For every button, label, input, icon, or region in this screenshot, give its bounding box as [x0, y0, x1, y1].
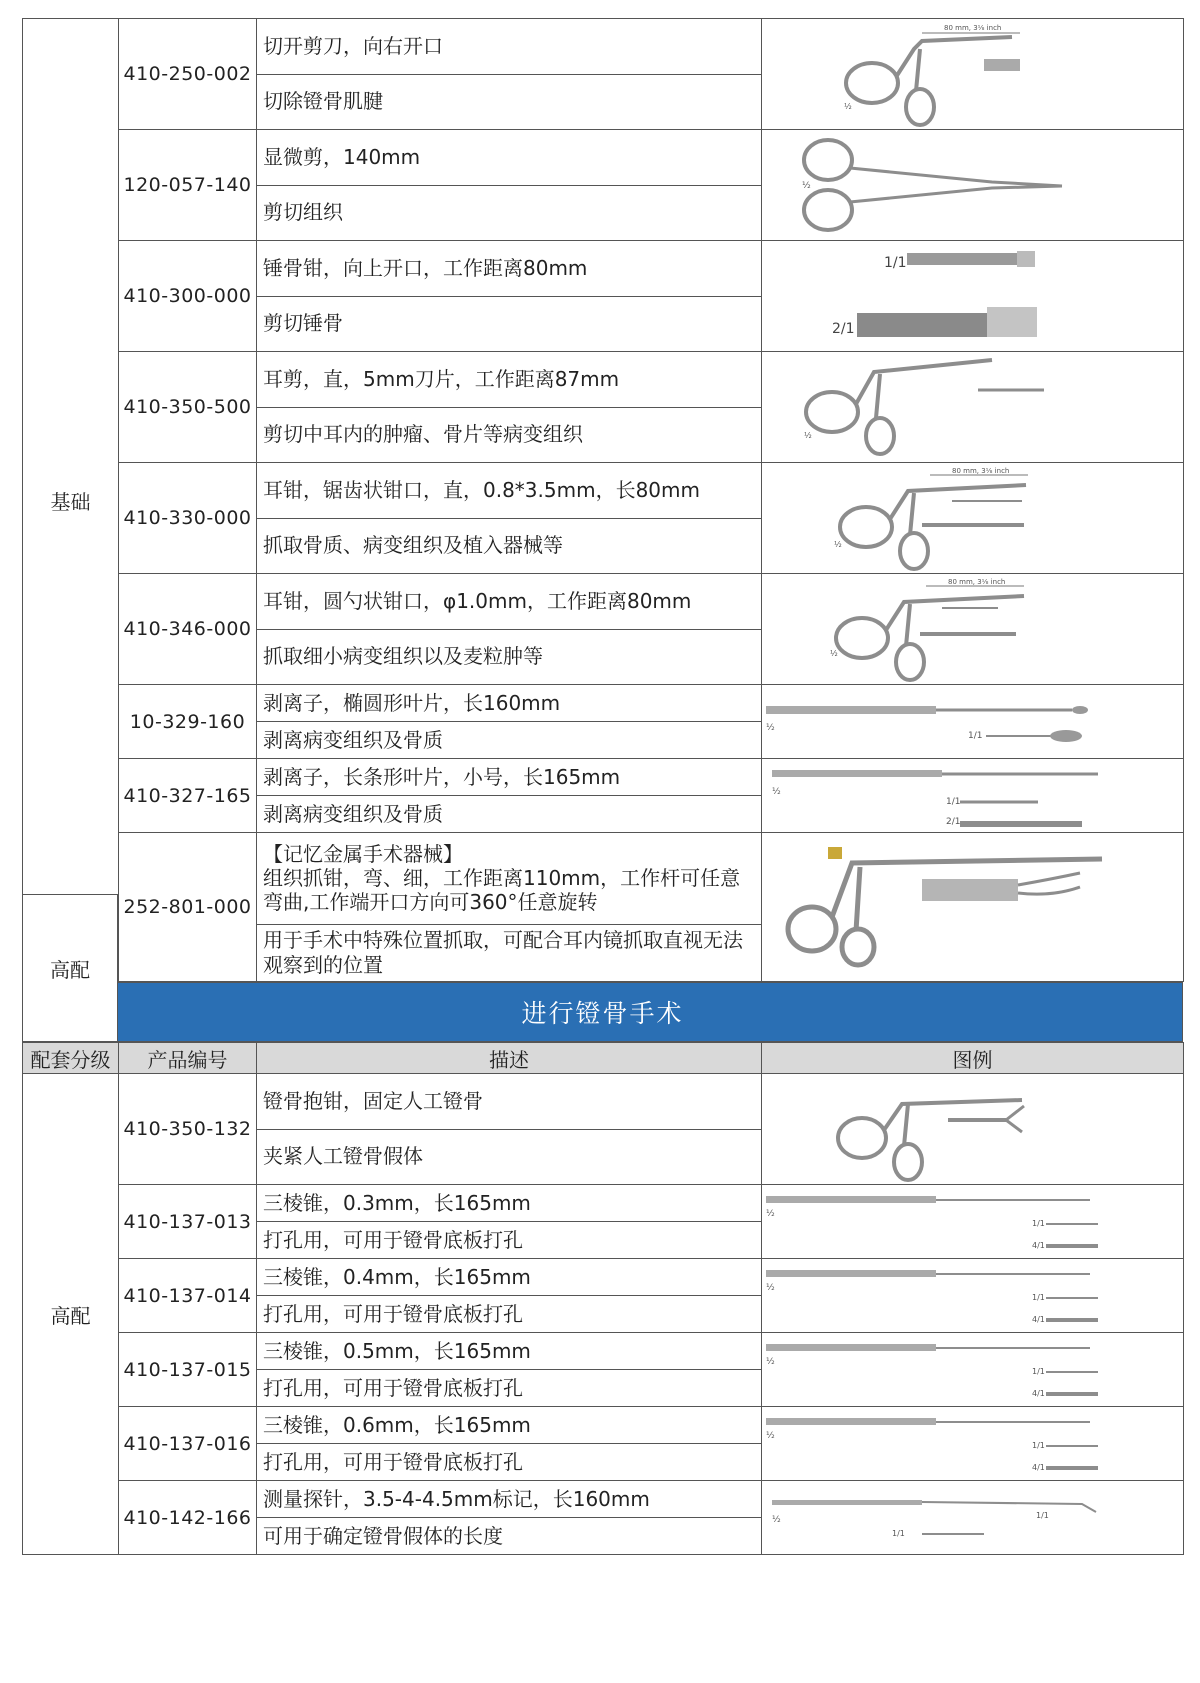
svg-text:1/1: 1/1: [1036, 1510, 1049, 1520]
svg-text:1/1: 1/1: [884, 255, 907, 271]
section-banner: [22, 982, 1183, 1042]
item-use: 夹紧人工镫骨假体: [257, 1129, 762, 1185]
stapes-crimper-icon: [762, 1074, 1184, 1185]
svg-text:4/1: 4/1: [1032, 1388, 1045, 1398]
svg-text:1/1: 1/1: [1032, 1440, 1045, 1450]
triangular-awl-icon: [762, 1185, 1184, 1259]
svg-text:2/1: 2/1: [832, 321, 855, 337]
ear-scissors-icon: [762, 352, 1184, 463]
item-name: 切开剪刀，向右开口: [257, 19, 762, 75]
item-name: 剥离子，椭圆形叶片，长160mm: [257, 685, 762, 722]
svg-text:1/1: 1/1: [892, 1528, 905, 1538]
catalog-page: [22, 18, 1183, 1555]
micro-scissors-icon: [762, 130, 1184, 241]
tier-premium-label: 高配: [22, 894, 118, 1042]
svg-text:½: ½: [802, 181, 811, 191]
malleus-nipper-tip-icon: [762, 241, 1184, 352]
measuring-probe-icon: [762, 1481, 1184, 1555]
item-use: 打孔用，可用于镫骨底板打孔: [257, 1296, 762, 1333]
triangular-awl-icon: [762, 1407, 1184, 1481]
col-header-desc: 描述: [257, 1043, 762, 1074]
item-use: 用于手术中特殊位置抓取，可配合耳内镜抓取直视无法观察到的位置: [257, 924, 762, 981]
product-code: 10-329-160: [119, 685, 257, 759]
tier-premium: 高配: [23, 1074, 119, 1555]
ear-forceps-cup-icon: [762, 574, 1184, 685]
item-name: 剥离子，长条形叶片，小号，长165mm: [257, 759, 762, 796]
item-use: 抓取细小病变组织以及麦粒肿等: [257, 629, 762, 685]
item-use: 剪切组织: [257, 185, 762, 241]
product-code: 410-137-014: [119, 1259, 257, 1333]
item-use: 打孔用，可用于镫骨底板打孔: [257, 1444, 762, 1481]
svg-text:1/1: 1/1: [1032, 1292, 1045, 1302]
svg-text:80 mm, 3⅛ inch: 80 mm, 3⅛ inch: [948, 578, 1006, 586]
svg-text:½: ½: [844, 102, 852, 111]
item-name: 耳剪，直，5mm刀片，工作距离87mm: [257, 352, 762, 408]
col-header-tier: 配套分级: [23, 1043, 119, 1074]
svg-text:½: ½: [772, 786, 781, 797]
product-code: 410-330-000: [119, 463, 257, 574]
elevator-narrow-icon: [762, 759, 1184, 833]
svg-text:1/1: 1/1: [1032, 1218, 1045, 1228]
svg-text:½: ½: [830, 649, 838, 658]
svg-text:1/1: 1/1: [968, 730, 983, 741]
product-code: 410-300-000: [119, 241, 257, 352]
svg-text:½: ½: [766, 722, 775, 733]
svg-text:½: ½: [766, 1430, 775, 1441]
item-name: 镫骨抱钳，固定人工镫骨: [257, 1074, 762, 1130]
item-use: 剪切锤骨: [257, 296, 762, 352]
item-use: 切除镫骨肌腱: [257, 74, 762, 130]
product-code: 410-137-015: [119, 1333, 257, 1407]
elevator-oval-icon: [762, 685, 1184, 759]
product-code: 410-346-000: [119, 574, 257, 685]
item-name: 三棱锥，0.5mm，长165mm: [257, 1333, 762, 1370]
product-code: 252-801-000: [119, 833, 257, 982]
item-name: 耳钳，圆勺状钳口，φ1.0mm，工作距离80mm: [257, 574, 762, 630]
memory-metal-grasper-icon: [762, 833, 1184, 982]
item-name: 三棱锥，0.3mm，长165mm: [257, 1185, 762, 1222]
item-use: 剥离病变组织及骨质: [257, 722, 762, 759]
item-name: 耳钳，锯齿状钳口，直，0.8*3.5mm，长80mm: [257, 463, 762, 519]
item-name: 三棱锥，0.6mm，长165mm: [257, 1407, 762, 1444]
svg-text:80 mm, 3⅛ inch: 80 mm, 3⅛ inch: [944, 24, 1002, 32]
item-name: 三棱锥，0.4mm，长165mm: [257, 1259, 762, 1296]
svg-text:80 mm, 3⅛ inch: 80 mm, 3⅛ inch: [952, 467, 1010, 475]
svg-text:1/1: 1/1: [1032, 1366, 1045, 1376]
svg-text:½: ½: [834, 540, 842, 549]
product-code: 410-142-166: [119, 1481, 257, 1555]
col-header-code: 产品编号: [119, 1043, 257, 1074]
col-header-image: 图例: [762, 1043, 1184, 1074]
svg-text:4/1: 4/1: [1032, 1314, 1045, 1324]
angled-scissors-right-icon: [762, 19, 1184, 130]
item-name: 测量探针，3.5-4-4.5mm标记，长160mm: [257, 1481, 762, 1518]
product-code: 410-350-500: [119, 352, 257, 463]
item-use: 抓取骨质、病变组织及植入器械等: [257, 518, 762, 574]
item-name: 锤骨钳，向上开口，工作距离80mm: [257, 241, 762, 297]
product-code: 410-137-016: [119, 1407, 257, 1481]
item-use: 打孔用，可用于镫骨底板打孔: [257, 1222, 762, 1259]
triangular-awl-icon: [762, 1333, 1184, 1407]
svg-text:½: ½: [766, 1282, 775, 1293]
svg-text:4/1: 4/1: [1032, 1462, 1045, 1472]
stapes-table: [22, 1042, 1184, 1555]
svg-text:4/1: 4/1: [1032, 1240, 1045, 1250]
instrument-table: [22, 18, 1184, 982]
item-name: 【记忆金属手术器械】 组织抓钳，弯、细，工作距离110mm，工作杆可任意弯曲,工作端开口方向可360°任意旋转: [257, 833, 762, 925]
product-code: 410-137-013: [119, 1185, 257, 1259]
tier-basic: 基础: [23, 19, 119, 982]
product-code: 410-250-002: [119, 19, 257, 130]
svg-text:½: ½: [804, 431, 812, 440]
item-use: 打孔用，可用于镫骨底板打孔: [257, 1370, 762, 1407]
item-use: 可用于确定镫骨假体的长度: [257, 1518, 762, 1555]
banner-title: 进行镫骨手术: [521, 999, 684, 1028]
item-use: 剥离病变组织及骨质: [257, 796, 762, 833]
product-code: 410-327-165: [119, 759, 257, 833]
product-code: 410-350-132: [119, 1074, 257, 1185]
svg-text:½: ½: [772, 1514, 781, 1525]
ear-forceps-serrated-icon: [762, 463, 1184, 574]
triangular-awl-icon: [762, 1259, 1184, 1333]
product-code: 120-057-140: [119, 130, 257, 241]
svg-text:½: ½: [766, 1208, 775, 1219]
svg-text:½: ½: [766, 1356, 775, 1367]
svg-text:2/1: 2/1: [946, 816, 961, 827]
svg-text:1/1: 1/1: [946, 796, 961, 807]
item-use: 剪切中耳内的肿瘤、骨片等病变组织: [257, 407, 762, 463]
item-name: 显微剪，140mm: [257, 130, 762, 186]
